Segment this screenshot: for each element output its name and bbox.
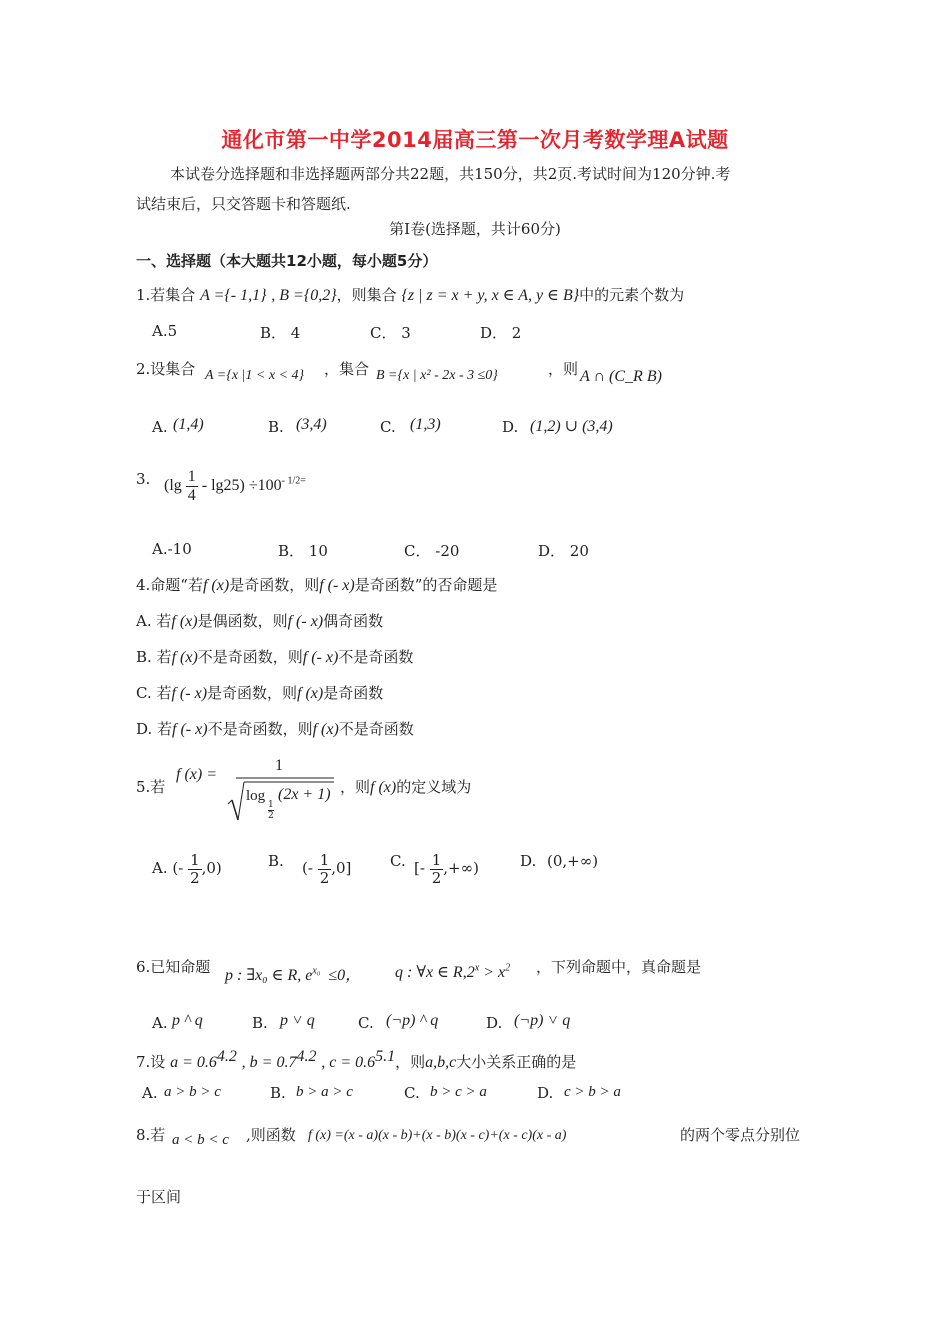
q2-mid: ，集合 bbox=[324, 360, 370, 378]
q5-numerator: 1 bbox=[275, 757, 283, 774]
q2-expr: A ∩ (C_R B) bbox=[580, 368, 662, 385]
q1-option-a: A.5 bbox=[152, 322, 178, 340]
q5-fx2: f (x) bbox=[370, 779, 397, 796]
q5-a-frac bbox=[188, 852, 202, 886]
q1-suffix: 中的元素个数为 bbox=[579, 286, 685, 304]
q3-option-a: A.-10 bbox=[152, 540, 192, 558]
q3-expression bbox=[164, 468, 306, 504]
q5-base-num: 1 bbox=[268, 800, 274, 810]
q7-abc: a,b,c bbox=[425, 1054, 457, 1071]
q6-option-d: (¬p) ˅ q bbox=[514, 1012, 571, 1029]
q1-option-b: B． 4 bbox=[260, 324, 301, 342]
q5-a-close: ,0) bbox=[201, 859, 222, 877]
q4-b-label: B. 若 bbox=[136, 648, 172, 666]
q3-frac-num: 1 bbox=[187, 468, 196, 485]
q7-prefix: 7.设 bbox=[136, 1053, 166, 1071]
q5-c-num: 1 bbox=[431, 851, 442, 869]
q5-b-num: 1 bbox=[319, 851, 330, 869]
q3-expr-a: (lg bbox=[164, 476, 182, 494]
q5-a-den: 2 bbox=[190, 868, 200, 887]
q1-set-a: A ={- 1,1} bbox=[200, 287, 267, 304]
q3-fraction bbox=[186, 468, 198, 504]
q5-mid: ，则 bbox=[340, 778, 371, 796]
q4-fx: f (x) bbox=[202, 577, 230, 594]
q3-equals: = bbox=[300, 475, 306, 487]
q4-b-p: f (x) bbox=[171, 649, 198, 666]
q2-set-b: B ={x | x² - 2x - 3 ≤0} bbox=[376, 368, 498, 383]
q4-a-mid: 是偶函数，则 bbox=[197, 612, 288, 630]
q3-expr-b: - lg25) ÷100 bbox=[201, 476, 282, 494]
q5-c-den: 2 bbox=[431, 868, 442, 887]
q2-then: ，则 bbox=[548, 360, 579, 378]
q1-mid: ，则集合 bbox=[336, 286, 397, 304]
q6-option-a: p ^ q bbox=[172, 1012, 203, 1029]
q2-option-d: (1,2) ∪ (3,4) bbox=[530, 418, 613, 435]
q5-b-close: ,0] bbox=[331, 859, 352, 877]
q4-option-a bbox=[136, 610, 383, 631]
q4-stem-b: 是奇函数，则 bbox=[229, 576, 320, 594]
q3-exponent: - 1/2 bbox=[281, 475, 301, 487]
q4-b-mid: 不是奇函数，则 bbox=[197, 648, 303, 666]
q7-option-a-label: A. bbox=[142, 1084, 158, 1102]
q5-fx: f (x) = bbox=[176, 766, 217, 783]
q7-b: , b = 0.7 bbox=[241, 1054, 297, 1071]
q4-d-q: f (x) bbox=[312, 721, 339, 738]
q5-a-open: A. (- bbox=[152, 859, 184, 877]
q4-b-suffix: 不是奇函数 bbox=[338, 648, 414, 666]
q2-set-a: A ={x |1 < x < 4} bbox=[205, 368, 305, 383]
q3-option-b: B． 10 bbox=[278, 542, 328, 560]
q6-option-c: (¬p) ^ q bbox=[386, 1012, 439, 1029]
q4-d-label: D. 若 bbox=[136, 720, 173, 738]
q7-b-exp: 4.2 bbox=[296, 1048, 317, 1065]
section-title: 一、选择题（本大题共12小题，每小题5分） bbox=[136, 252, 438, 270]
q7-option-d: c > b > a bbox=[564, 1084, 621, 1100]
q5-option-d: (0,+∞) bbox=[547, 852, 599, 870]
q3-number: 3. bbox=[136, 470, 151, 488]
q1-set-b: , B ={0,2} bbox=[271, 287, 337, 304]
q5-c-frac bbox=[430, 852, 444, 886]
q4-option-d bbox=[136, 718, 414, 739]
q6-q-exp: x bbox=[474, 962, 480, 974]
q5-log-base bbox=[268, 800, 274, 821]
q3-frac-den: 4 bbox=[187, 486, 196, 504]
q6-prefix: 6.已知命题 bbox=[136, 958, 211, 976]
q2-prefix: 2.设集合 bbox=[136, 360, 196, 378]
q2-option-b-label: B. bbox=[268, 418, 284, 436]
q6-q-mid: > x bbox=[483, 964, 506, 981]
q8-line-2: 于区间 bbox=[136, 1188, 182, 1206]
q4-option-c bbox=[136, 682, 383, 703]
q2-option-a: (1,4) bbox=[173, 416, 204, 433]
q1-set: {z | z = x + y, x ∈ A, y ∈ B} bbox=[401, 287, 580, 304]
q7-option-a: a > b > c bbox=[164, 1084, 221, 1100]
q4-stem-a: 4.命题“若 bbox=[136, 576, 203, 594]
q6-option-b-label: B. bbox=[252, 1014, 268, 1032]
question-4 bbox=[136, 574, 497, 595]
q5-b-frac bbox=[318, 852, 332, 886]
q4-c-label: C. 若 bbox=[136, 684, 172, 702]
q7-c-exp: 5.1 bbox=[375, 1048, 396, 1065]
q6-option-b: p ˅ q bbox=[280, 1012, 315, 1029]
question-7 bbox=[136, 1048, 576, 1072]
q5-option-b bbox=[302, 852, 351, 886]
q4-c-p: f (- x) bbox=[171, 685, 208, 702]
q5-option-d-label: D. bbox=[520, 852, 537, 870]
q6-option-c-label: C. bbox=[358, 1014, 374, 1032]
q5-prefix: 5.若 bbox=[136, 778, 166, 796]
q2-option-c-label: C. bbox=[380, 418, 396, 436]
q1-option-c: C． 3 bbox=[370, 324, 411, 342]
q5-log: log bbox=[246, 788, 266, 804]
q7-option-b: b > a > c bbox=[296, 1084, 353, 1100]
q5-c-open: [- bbox=[414, 859, 425, 877]
q2-option-a-label: A. bbox=[152, 418, 168, 436]
question-5-tail bbox=[340, 776, 471, 797]
q4-fnx: f (- x) bbox=[319, 577, 355, 594]
q7-option-b-label: B. bbox=[270, 1084, 286, 1102]
q5-c-close: ,+∞) bbox=[443, 859, 479, 877]
q1-option-d: D． 2 bbox=[480, 324, 522, 342]
q1-prefix: 1.若集合 bbox=[136, 286, 196, 304]
q8-mid: ,则函数 bbox=[246, 1126, 296, 1144]
q8-function: f (x) =(x - a)(x - b)+(x - b)(x - c)+(x - c)(x - a) bbox=[308, 1128, 567, 1143]
page-title: 通化市第一中学2014届高三第一次月考数学理A试题 bbox=[221, 128, 729, 152]
q6-q bbox=[395, 962, 510, 982]
q8-suffix: 的两个零点分别位 bbox=[680, 1126, 801, 1144]
q6-q-body: q : ∀x ∈ R,2 bbox=[395, 964, 475, 981]
intro-line-2: 试结束后，只交答题卡和答题纸. bbox=[136, 195, 351, 213]
q4-d-suffix: 不是奇函数 bbox=[338, 720, 414, 738]
q5-b-open: (- bbox=[302, 859, 313, 877]
intro-line-1: 本试卷分选择题和非选择题两部分共22题，共150分，共2页.考试时间为120分钟.考 bbox=[170, 165, 731, 183]
q5-suffix: 的定义域为 bbox=[396, 778, 472, 796]
q2-option-b: (3,4) bbox=[296, 416, 327, 433]
q3-option-c: C． -20 bbox=[404, 542, 460, 560]
q4-d-mid: 不是奇函数，则 bbox=[207, 720, 313, 738]
q4-d-p: f (- x) bbox=[172, 721, 208, 738]
q6-p-tail: ≤0 bbox=[328, 967, 346, 984]
q4-stem-c: 是奇函数”的否命题是 bbox=[354, 576, 498, 594]
volume-title: 第Ⅰ卷(选择题，共计60分) bbox=[389, 220, 561, 238]
q5-option-c bbox=[414, 852, 479, 886]
q4-option-b bbox=[136, 646, 413, 667]
q4-c-suffix: 是奇函数 bbox=[323, 684, 384, 702]
q4-a-q: f (- x) bbox=[287, 613, 324, 630]
q4-b-q: f (- x) bbox=[302, 649, 339, 666]
q7-suffix: 大小关系正确的是 bbox=[456, 1053, 577, 1071]
q5-base-den: 2 bbox=[268, 811, 274, 821]
q8-condition: a < b < c bbox=[172, 1132, 229, 1148]
q2-option-d-label: D. bbox=[502, 418, 519, 436]
q6-p: p : ∃x₀ ∈ R, $e^{x_0} \le 0$， bbox=[225, 965, 362, 984]
q5-a-num: 1 bbox=[190, 851, 200, 869]
q7-option-c-label: C. bbox=[404, 1084, 420, 1102]
q5-option-a bbox=[152, 852, 222, 886]
q7-c: , c = 0.6 bbox=[321, 1054, 376, 1071]
q4-a-label: A. 若 bbox=[136, 612, 172, 630]
q4-a-suffix: 偶奇函数 bbox=[323, 612, 384, 630]
q4-c-mid: 是奇函数，则 bbox=[207, 684, 298, 702]
q6-q-exp2: 2 bbox=[505, 962, 511, 974]
q7-a-exp: 4.2 bbox=[216, 1048, 237, 1065]
q5-log-arg: (2x + 1) bbox=[278, 786, 331, 803]
q2-option-c: (1,3) bbox=[410, 416, 441, 433]
q5-b-den: 2 bbox=[319, 868, 330, 887]
q6-p-body: p : ∃x₀ ∈ R, e bbox=[225, 967, 313, 984]
q7-option-d-label: D. bbox=[537, 1084, 554, 1102]
q8-prefix: 8.若 bbox=[136, 1126, 166, 1144]
q4-a-p: f (x) bbox=[171, 613, 198, 630]
q6-option-a-label: A. bbox=[152, 1014, 168, 1032]
q6-p-exp: x₀ bbox=[312, 965, 321, 977]
q6-suffix: ，下列命题中，真命题是 bbox=[536, 958, 702, 976]
q4-c-q: f (x) bbox=[297, 685, 324, 702]
q7-option-c: b > c > a bbox=[430, 1084, 487, 1100]
q3-option-d: D． 20 bbox=[538, 542, 589, 560]
q6-option-d-label: D. bbox=[486, 1014, 503, 1032]
q5-option-c-label: C. bbox=[390, 852, 406, 870]
q7-mid: ，则 bbox=[395, 1053, 426, 1071]
q5-option-b-label: B. bbox=[268, 852, 284, 870]
question-1 bbox=[136, 284, 684, 305]
q7-a: a = 0.6 bbox=[170, 1054, 217, 1071]
